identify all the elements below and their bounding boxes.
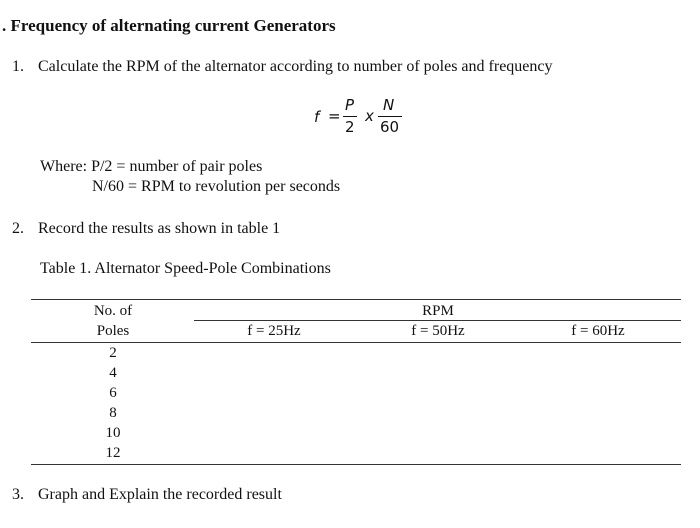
header-poles-line2: Poles bbox=[96, 323, 130, 339]
item-1-number: 1. bbox=[12, 58, 24, 75]
heading-text: Frequency of alternating current Generators bbox=[10, 16, 336, 35]
where-line-2: N/60 = RPM to revolution per seconds bbox=[92, 178, 341, 195]
formula-frac2-numerator: N bbox=[383, 96, 395, 114]
table-caption: Table 1. Alternator Speed-Pole Combinations bbox=[40, 260, 331, 277]
where-line-1: Where: P/2 = number of pair poles bbox=[40, 158, 263, 175]
table-row-poles: 10 bbox=[105, 425, 121, 441]
table-row-poles: 8 bbox=[109, 405, 117, 421]
item-3-text: Graph and Explain the recorded result bbox=[38, 486, 282, 503]
table-row-poles: 2 bbox=[109, 345, 117, 361]
heading-bullet: . bbox=[2, 16, 11, 35]
formula-frac1-bar bbox=[343, 116, 357, 117]
table-row-poles: 12 bbox=[105, 445, 121, 461]
formula-frac2-denominator: 60 bbox=[380, 118, 400, 136]
item-3-number: 3. bbox=[12, 486, 24, 503]
table-row-poles: 6 bbox=[109, 385, 117, 401]
formula-lhs: f bbox=[314, 108, 320, 126]
item-2-text: Record the results as shown in table 1 bbox=[38, 220, 281, 237]
header-f-50hz: f = 50Hz bbox=[411, 323, 465, 339]
header-f-25hz: f = 25Hz bbox=[247, 323, 301, 339]
formula-frac2-bar bbox=[378, 116, 402, 117]
item-1-text: Calculate the RPM of the alternator according to number of poles and frequency bbox=[38, 58, 553, 75]
formula-equals: = bbox=[328, 107, 341, 125]
table-header-rule bbox=[31, 342, 681, 343]
table-rpm-rule bbox=[194, 320, 681, 321]
rpm-formula bbox=[310, 94, 420, 140]
formula-frac1-denominator: 2 bbox=[345, 118, 355, 136]
table-row-poles: 4 bbox=[109, 365, 117, 381]
header-f-60hz: f = 60Hz bbox=[571, 323, 625, 339]
item-2-number: 2. bbox=[12, 220, 24, 237]
formula-times: x bbox=[365, 107, 374, 125]
table-bottom-rule bbox=[31, 464, 681, 465]
table-top-rule bbox=[31, 299, 681, 300]
section-heading bbox=[2, 16, 336, 36]
formula-frac1-numerator: P bbox=[345, 96, 355, 114]
header-rpm: RPM bbox=[422, 303, 454, 319]
header-poles-line1: No. of bbox=[93, 303, 133, 319]
